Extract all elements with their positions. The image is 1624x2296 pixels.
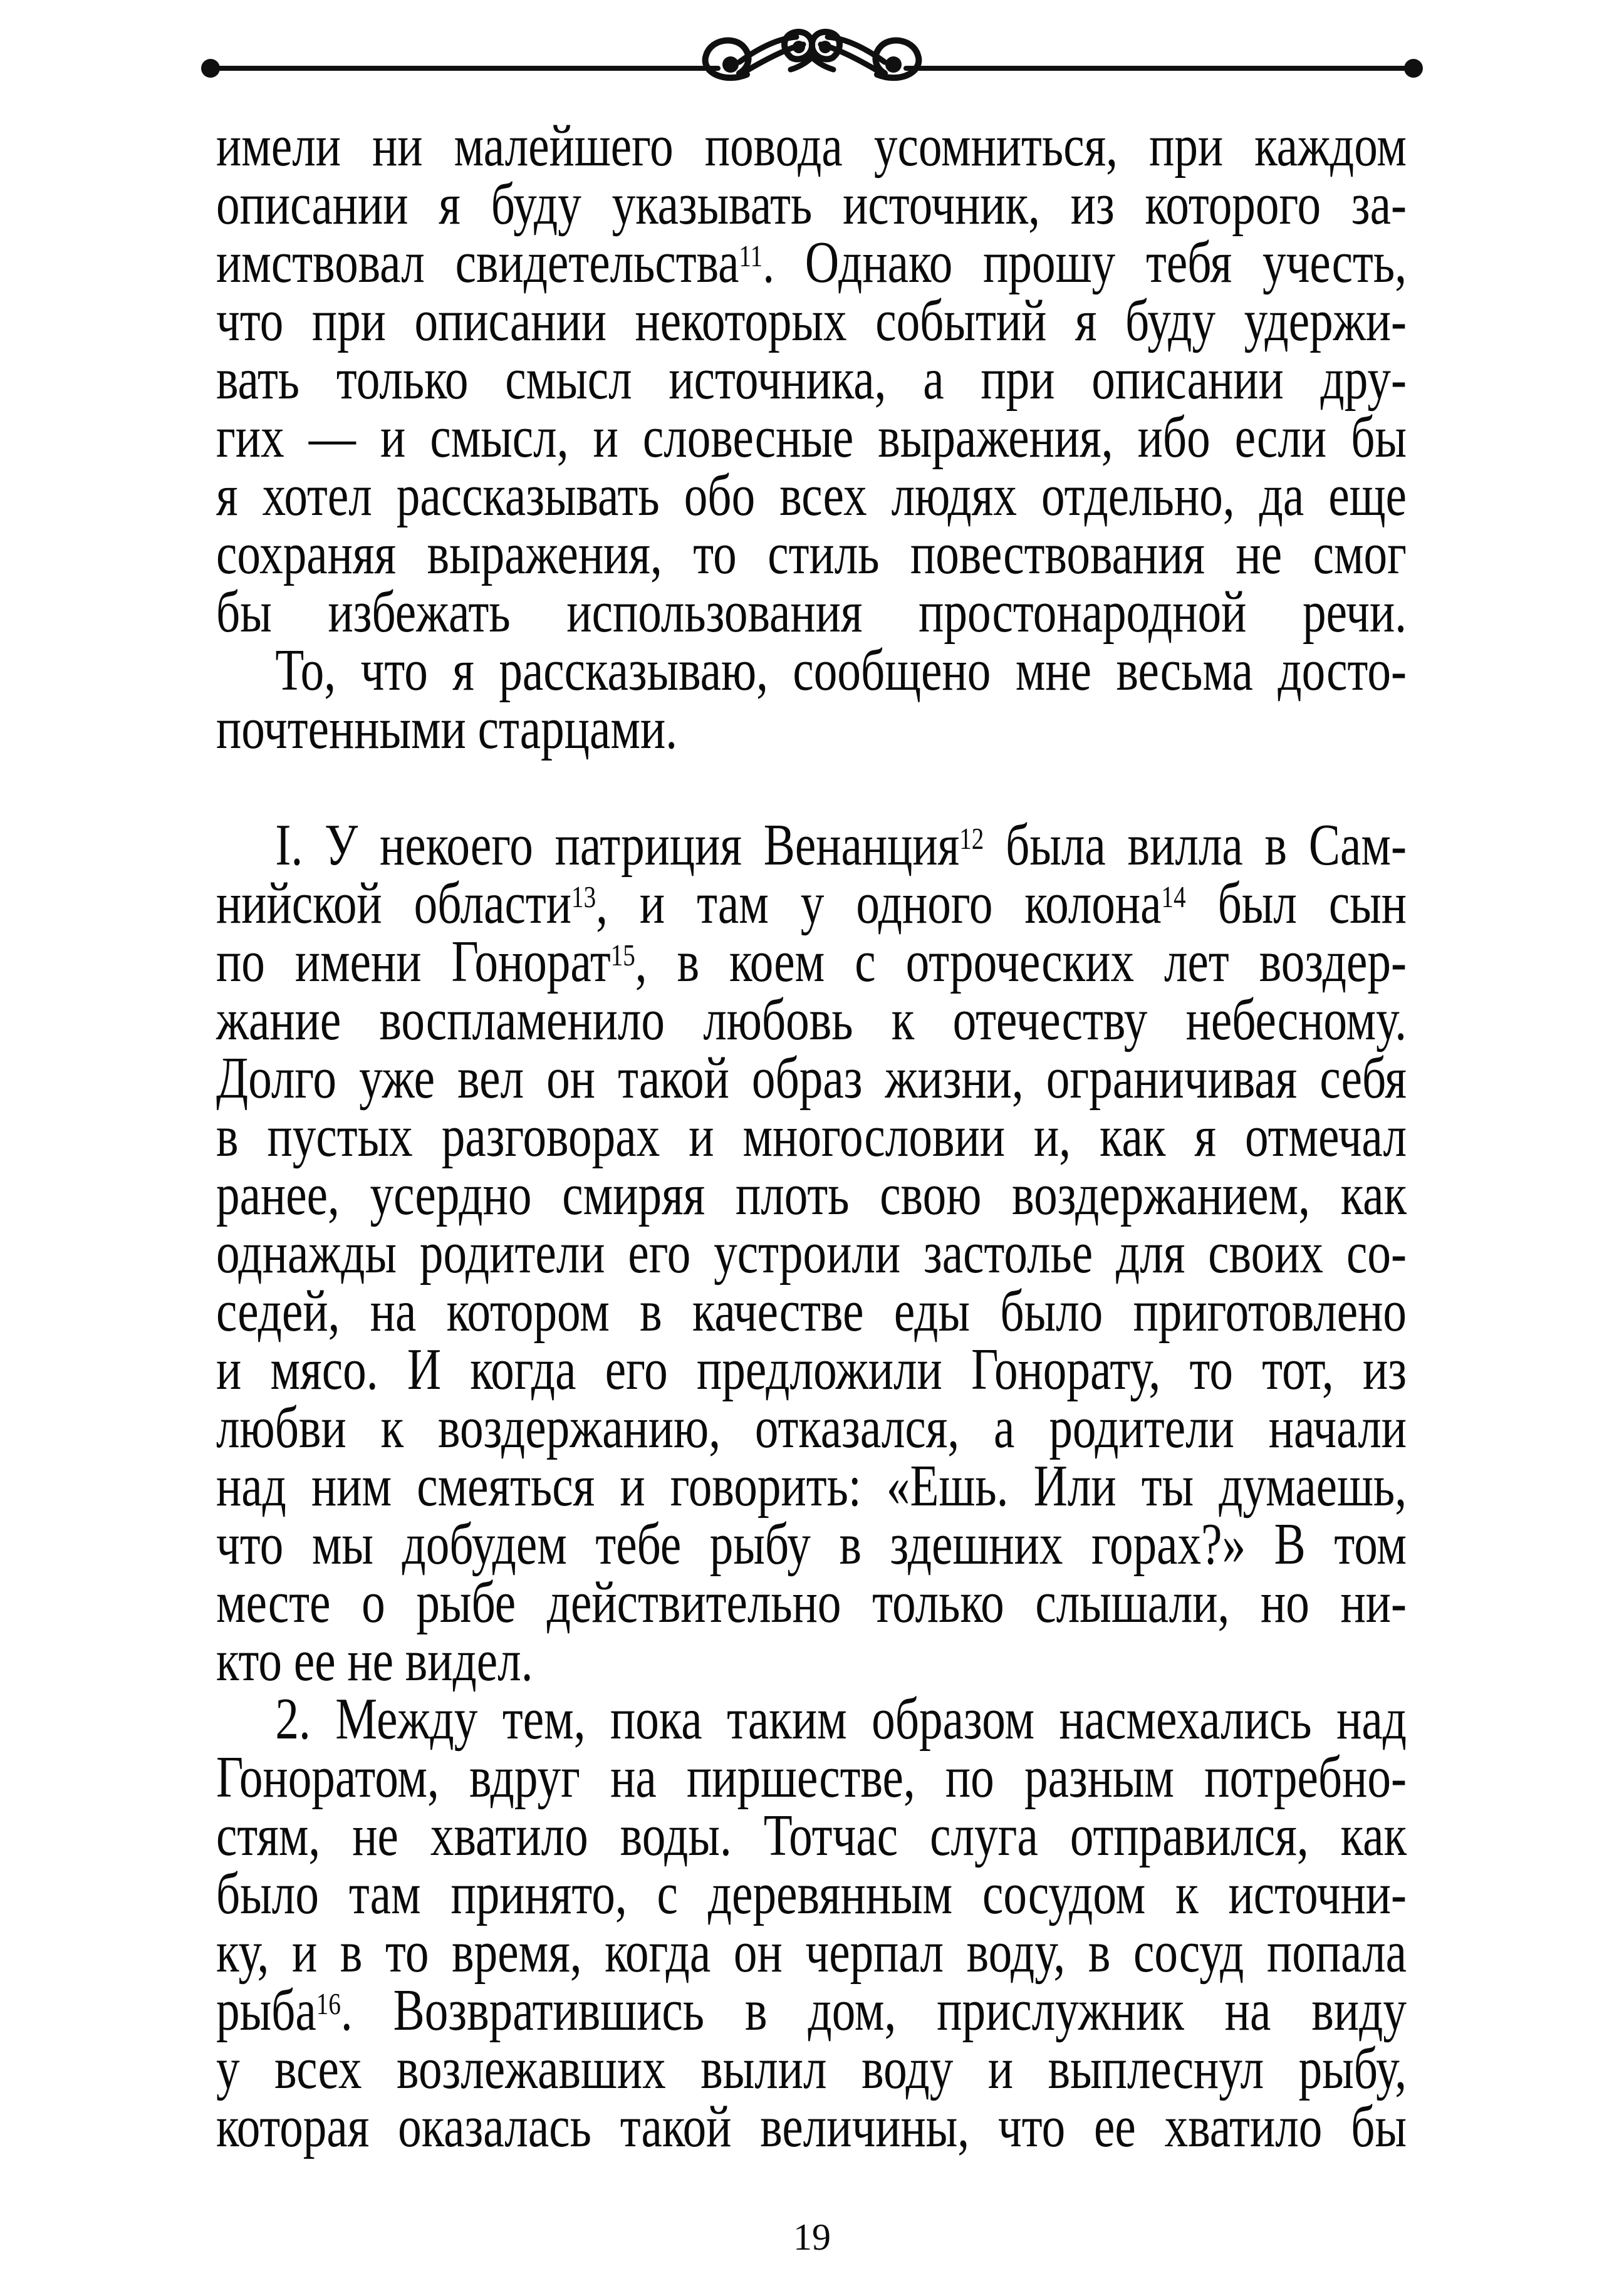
text-line: я хотел рассказывать обо всех людях отдельно, да еще [216, 463, 1407, 528]
text-line: над ним смеяться и говорить: «Ешь. Или ты думаешь, [216, 1453, 1407, 1519]
text-line: имели ни малейшего повода усомниться, при каждом [216, 113, 1407, 179]
text-line: имствовал свидетельства$^{11}$. Однако прошу тебя учесть, [216, 230, 1407, 295]
text-line: седей, на котором в качестве еды было приготовлено [216, 1279, 1407, 1344]
footnote-ref: 12 [959, 821, 984, 856]
text-line: рыба$^{16}$. Возвратившись в дом, прислужник на виду [216, 1978, 1407, 2043]
footnote-ref: 15 [610, 937, 635, 972]
text-line: которая оказалась такой величины, что ее хватило бы [216, 2094, 1407, 2159]
text-line: описании я буду указывать источник, из которого за- [216, 172, 1407, 237]
text-line: Гоноратом, вдруг на пиршестве, по разным потребно- [216, 1745, 1407, 1810]
footnote-ref: 13 [571, 879, 596, 914]
footnote-ref: 14 [1161, 879, 1186, 914]
footnote-ref: 16 [316, 1986, 341, 2021]
text-line: стям, не хватило воды. Тотчас слуга отправился, как [216, 1803, 1407, 1868]
text-line: ку, и в то время, когда он черпал воду, в сосуд попала [216, 1919, 1407, 1985]
text-line: по имени Гонорат$^{15}$, в коем с отроческих лет воздер- [216, 929, 1407, 994]
text-line: что при описании некоторых событий я буду удержи- [216, 288, 1407, 353]
text-line: ранее, усердно смиряя плоть свою воздержанием, как [216, 1162, 1407, 1227]
text-line: любви к воздержанию, отказался, а родители начали [216, 1395, 1407, 1460]
text-line: было там принято, с деревянным сосудом к источни- [216, 1861, 1407, 1926]
text-line: I. У некоего патриция Венанция$^{12}$ была вилла в Сам- [275, 813, 1407, 878]
footnote-ref: 11 [739, 238, 763, 273]
text-line: вать только смысл источника, а при описании дру- [216, 346, 1407, 412]
text-line: сохраняя выражения, то стиль повествования не смог [216, 521, 1407, 586]
text-line: месте о рыбе действительно только слышали, но ни- [216, 1570, 1407, 1635]
page-number: 19 [793, 2216, 831, 2258]
text-line: нийской области$^{13}$, и там у одного колона$^{14}$ был сын [216, 871, 1407, 936]
page-text [216, 113, 1407, 2159]
text-line: Долго уже вел он такой образ жизни, ограничивая себя [216, 1046, 1407, 1111]
text-line: жание воспламенило любовь к отечеству небесному. [216, 987, 1407, 1052]
text-line: и мясо. И когда его предложили Гонорату, то тот, из [216, 1337, 1407, 1402]
text-line: бы избежать использования простонародной речи. [216, 579, 1407, 645]
text-line: в пустых разговорах и многословии и, как я отмечал [216, 1104, 1407, 1169]
text-line: однажды родители его устроили застолье для своих со- [216, 1220, 1407, 1286]
text-line: что мы добудем тебе рыбу в здешних горах?» В том [216, 1512, 1407, 1577]
text-line: гих — и смысл, и словесные выражения, ибо если бы [216, 405, 1407, 470]
text-line: у всех возлежавших вылил воду и выплеснул рыбу, [216, 2036, 1407, 2101]
text-line: 2. Между тем, пока таким образом насмехались над [275, 1686, 1407, 1752]
text-line: кто ее не видел. [216, 1628, 533, 1693]
text-line: почтенными старцами. [216, 696, 677, 761]
text-line: То, что я рассказываю, сообщено мне весьма досто- [275, 638, 1407, 703]
